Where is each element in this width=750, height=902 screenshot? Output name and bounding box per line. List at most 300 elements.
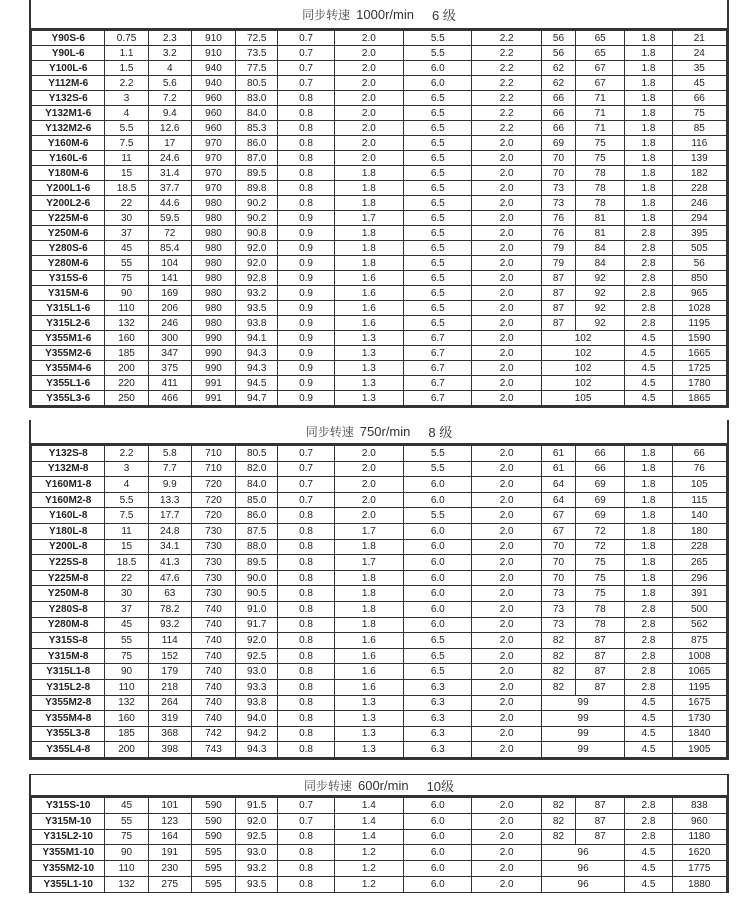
value-cell: 87 bbox=[576, 648, 625, 664]
value-cell: 2.8 bbox=[625, 286, 672, 301]
model-cell: Y112M-6 bbox=[32, 76, 105, 91]
value-cell: 76 bbox=[672, 461, 726, 477]
value-cell: 1.8 bbox=[625, 46, 672, 61]
value-cell: 75 bbox=[105, 829, 148, 845]
title-poles: 8 级 bbox=[428, 425, 453, 440]
value-cell: 940 bbox=[191, 61, 235, 76]
value-cell: 71 bbox=[576, 106, 625, 121]
value-cell: 970 bbox=[191, 181, 235, 196]
model-cell: Y132S-6 bbox=[32, 91, 105, 106]
value-cell: 99 bbox=[541, 726, 624, 742]
value-cell: 910 bbox=[191, 31, 235, 46]
value-cell: 4.5 bbox=[625, 726, 672, 742]
value-cell: 78 bbox=[576, 181, 625, 196]
value-cell: 6.5 bbox=[404, 271, 472, 286]
value-cell: 2.0 bbox=[472, 271, 541, 286]
value-cell: 2.0 bbox=[472, 539, 541, 555]
value-cell: 2.0 bbox=[472, 461, 541, 477]
value-cell: 0.8 bbox=[278, 679, 334, 695]
model-cell: Y315L1-6 bbox=[32, 301, 105, 316]
value-cell: 67 bbox=[576, 76, 625, 91]
value-cell: 6.0 bbox=[404, 829, 472, 845]
value-cell: 4 bbox=[105, 106, 148, 121]
model-cell: Y315L2-10 bbox=[32, 829, 105, 845]
value-cell: 200 bbox=[105, 361, 148, 376]
table-row bbox=[32, 361, 727, 376]
value-cell: 990 bbox=[191, 346, 235, 361]
model-cell: Y200L2-6 bbox=[32, 196, 105, 211]
value-cell: 72 bbox=[148, 226, 191, 241]
section-8-pole bbox=[29, 420, 729, 760]
value-cell: 69 bbox=[576, 492, 625, 508]
value-cell: 90.2 bbox=[236, 196, 278, 211]
value-cell: 6.0 bbox=[404, 861, 472, 877]
model-cell: Y90S-6 bbox=[32, 31, 105, 46]
model-cell: Y200L-8 bbox=[32, 539, 105, 555]
model-cell: Y180L-8 bbox=[32, 523, 105, 539]
table-row bbox=[32, 711, 727, 727]
value-cell: 246 bbox=[672, 196, 726, 211]
value-cell: 0.9 bbox=[278, 376, 334, 391]
value-cell: 75 bbox=[576, 136, 625, 151]
value-cell: 0.8 bbox=[278, 726, 334, 742]
value-cell: 86.0 bbox=[236, 136, 278, 151]
value-cell: 1.8 bbox=[334, 256, 403, 271]
value-cell: 76 bbox=[541, 226, 575, 241]
value-cell: 4.5 bbox=[625, 742, 672, 758]
value-cell: 990 bbox=[191, 331, 235, 346]
value-cell: 1725 bbox=[672, 361, 726, 376]
model-cell: Y280S-8 bbox=[32, 601, 105, 617]
value-cell: 89.5 bbox=[236, 166, 278, 181]
value-cell: 300 bbox=[148, 331, 191, 346]
value-cell: 2.0 bbox=[472, 346, 541, 361]
value-cell: 79 bbox=[541, 241, 575, 256]
value-cell: 0.9 bbox=[278, 346, 334, 361]
value-cell: 104 bbox=[148, 256, 191, 271]
value-cell: 740 bbox=[191, 679, 235, 695]
value-cell: 89.5 bbox=[236, 555, 278, 571]
value-cell: 2.0 bbox=[472, 845, 541, 861]
table-row bbox=[32, 726, 727, 742]
value-cell: 17.7 bbox=[148, 508, 191, 524]
value-cell: 2.0 bbox=[472, 861, 541, 877]
value-cell: 1.8 bbox=[625, 477, 672, 493]
value-cell: 2.0 bbox=[472, 508, 541, 524]
value-cell: 45 bbox=[105, 798, 148, 814]
value-cell: 398 bbox=[148, 742, 191, 758]
table-row bbox=[32, 555, 727, 571]
value-cell: 1.8 bbox=[625, 31, 672, 46]
value-cell: 92.0 bbox=[236, 813, 278, 829]
value-cell: 1.8 bbox=[625, 492, 672, 508]
value-cell: 2.0 bbox=[472, 679, 541, 695]
value-cell: 73 bbox=[541, 601, 575, 617]
value-cell: 87 bbox=[541, 316, 575, 331]
model-cell: Y355L3-6 bbox=[32, 391, 105, 406]
value-cell: 96 bbox=[541, 845, 624, 861]
value-cell: 740 bbox=[191, 617, 235, 633]
table-row bbox=[32, 523, 727, 539]
motor-spec-table bbox=[31, 30, 727, 406]
value-cell: 88.0 bbox=[236, 539, 278, 555]
value-cell: 2.8 bbox=[625, 601, 672, 617]
value-cell: 2.8 bbox=[625, 256, 672, 271]
value-cell: 595 bbox=[191, 876, 235, 892]
value-cell: 1.8 bbox=[334, 241, 403, 256]
title-title-zh: 同步转速 bbox=[302, 7, 351, 22]
value-cell: 0.9 bbox=[278, 391, 334, 406]
value-cell: 140 bbox=[672, 508, 726, 524]
value-cell: 70 bbox=[541, 166, 575, 181]
value-cell: 93.5 bbox=[236, 301, 278, 316]
value-cell: 87 bbox=[541, 301, 575, 316]
value-cell: 1.3 bbox=[334, 391, 403, 406]
model-cell: Y132M1-6 bbox=[32, 106, 105, 121]
value-cell: 6.5 bbox=[404, 166, 472, 181]
value-cell: 743 bbox=[191, 742, 235, 758]
value-cell: 2.2 bbox=[472, 106, 541, 121]
value-cell: 0.8 bbox=[278, 617, 334, 633]
value-cell: 31.4 bbox=[148, 166, 191, 181]
value-cell: 75 bbox=[576, 570, 625, 586]
value-cell: 980 bbox=[191, 211, 235, 226]
value-cell: 0.8 bbox=[278, 151, 334, 166]
value-cell: 0.8 bbox=[278, 664, 334, 680]
value-cell: 6.5 bbox=[404, 241, 472, 256]
value-cell: 66 bbox=[576, 446, 625, 462]
value-cell: 0.8 bbox=[278, 136, 334, 151]
value-cell: 21 bbox=[672, 31, 726, 46]
title-title-zh: 同步转速 bbox=[305, 425, 354, 439]
value-cell: 87 bbox=[576, 679, 625, 695]
value-cell: 2.0 bbox=[334, 477, 403, 493]
value-cell: 0.7 bbox=[278, 446, 334, 462]
value-cell: 5.5 bbox=[404, 46, 472, 61]
model-cell: Y355L1-6 bbox=[32, 376, 105, 391]
value-cell: 0.8 bbox=[278, 742, 334, 758]
value-cell: 6.7 bbox=[404, 391, 472, 406]
value-cell: 85 bbox=[672, 121, 726, 136]
value-cell: 6.5 bbox=[404, 648, 472, 664]
value-cell: 92 bbox=[576, 316, 625, 331]
model-cell: Y355L1-10 bbox=[32, 876, 105, 892]
value-cell: 92.5 bbox=[236, 829, 278, 845]
value-cell: 5.5 bbox=[404, 461, 472, 477]
value-cell: 2.0 bbox=[472, 586, 541, 602]
value-cell: 0.7 bbox=[278, 46, 334, 61]
table-row bbox=[32, 241, 727, 256]
value-cell: 78.2 bbox=[148, 601, 191, 617]
value-cell: 7.7 bbox=[148, 461, 191, 477]
table-row bbox=[32, 136, 727, 151]
value-cell: 67 bbox=[541, 523, 575, 539]
value-cell: 6.3 bbox=[404, 695, 472, 711]
value-cell: 65 bbox=[576, 31, 625, 46]
motor-spec-table bbox=[31, 797, 727, 893]
value-cell: 0.8 bbox=[278, 861, 334, 877]
value-cell: 56 bbox=[541, 46, 575, 61]
value-cell: 85.3 bbox=[236, 121, 278, 136]
value-cell: 5.5 bbox=[105, 121, 148, 136]
model-cell: Y225M-8 bbox=[32, 570, 105, 586]
value-cell: 1590 bbox=[672, 331, 726, 346]
table-row bbox=[32, 196, 727, 211]
value-cell: 1008 bbox=[672, 648, 726, 664]
model-cell: Y315S-6 bbox=[32, 271, 105, 286]
value-cell: 3 bbox=[105, 461, 148, 477]
model-cell: Y315M-10 bbox=[32, 813, 105, 829]
model-cell: Y200L1-6 bbox=[32, 181, 105, 196]
model-cell: Y315M-6 bbox=[32, 286, 105, 301]
value-cell: 0.8 bbox=[278, 539, 334, 555]
value-cell: 6.0 bbox=[404, 617, 472, 633]
table-row bbox=[32, 664, 727, 680]
value-cell: 0.7 bbox=[278, 477, 334, 493]
value-cell: 92 bbox=[576, 301, 625, 316]
value-cell: 2.0 bbox=[472, 226, 541, 241]
title-poles: 6 级 bbox=[431, 7, 456, 23]
value-cell: 75 bbox=[576, 555, 625, 571]
value-cell: 740 bbox=[191, 695, 235, 711]
model-cell: Y355M2-10 bbox=[32, 861, 105, 877]
title-speed: 600r/min bbox=[357, 777, 409, 793]
value-cell: 730 bbox=[191, 570, 235, 586]
value-cell: 4.5 bbox=[625, 331, 672, 346]
value-cell: 6.5 bbox=[404, 91, 472, 106]
value-cell: 595 bbox=[191, 861, 235, 877]
value-cell: 132 bbox=[105, 316, 148, 331]
value-cell: 1.3 bbox=[334, 711, 403, 727]
value-cell: 720 bbox=[191, 477, 235, 493]
value-cell: 2.2 bbox=[472, 46, 541, 61]
value-cell: 94.1 bbox=[236, 331, 278, 346]
value-cell: 2.0 bbox=[472, 316, 541, 331]
value-cell: 0.8 bbox=[278, 829, 334, 845]
value-cell: 0.7 bbox=[278, 31, 334, 46]
value-cell: 1.2 bbox=[334, 876, 403, 892]
table-row bbox=[32, 586, 727, 602]
value-cell: 0.8 bbox=[278, 523, 334, 539]
value-cell: 2.0 bbox=[334, 61, 403, 76]
value-cell: 81 bbox=[576, 226, 625, 241]
value-cell: 2.0 bbox=[334, 31, 403, 46]
value-cell: 132 bbox=[105, 695, 148, 711]
value-cell: 200 bbox=[105, 742, 148, 758]
value-cell: 101 bbox=[148, 798, 191, 814]
value-cell: 87 bbox=[576, 664, 625, 680]
value-cell: 296 bbox=[672, 570, 726, 586]
value-cell: 5.5 bbox=[404, 31, 472, 46]
model-cell: Y132M-8 bbox=[32, 461, 105, 477]
value-cell: 84.0 bbox=[236, 106, 278, 121]
value-cell: 2.0 bbox=[472, 695, 541, 711]
model-cell: Y355M4-8 bbox=[32, 711, 105, 727]
value-cell: 1.5 bbox=[105, 61, 148, 76]
value-cell: 66 bbox=[576, 461, 625, 477]
value-cell: 0.8 bbox=[278, 845, 334, 861]
value-cell: 66 bbox=[541, 106, 575, 121]
value-cell: 30 bbox=[105, 211, 148, 226]
value-cell: 2.0 bbox=[472, 151, 541, 166]
value-cell: 2.0 bbox=[472, 492, 541, 508]
value-cell: 6.0 bbox=[404, 845, 472, 861]
value-cell: 22 bbox=[105, 570, 148, 586]
value-cell: 2.0 bbox=[334, 151, 403, 166]
value-cell: 391 bbox=[672, 586, 726, 602]
table-row bbox=[32, 226, 727, 241]
value-cell: 960 bbox=[191, 91, 235, 106]
value-cell: 93.8 bbox=[236, 316, 278, 331]
value-cell: 82 bbox=[541, 813, 575, 829]
value-cell: 1.6 bbox=[334, 633, 403, 649]
value-cell: 1.6 bbox=[334, 664, 403, 680]
value-cell: 180 bbox=[672, 523, 726, 539]
value-cell: 2.0 bbox=[472, 136, 541, 151]
value-cell: 75 bbox=[105, 648, 148, 664]
value-cell: 191 bbox=[148, 845, 191, 861]
value-cell: 4.5 bbox=[625, 346, 672, 361]
value-cell: 2.2 bbox=[105, 76, 148, 91]
value-cell: 1.8 bbox=[334, 166, 403, 181]
value-cell: 1.8 bbox=[625, 121, 672, 136]
value-cell: 2.0 bbox=[472, 181, 541, 196]
value-cell: 6.0 bbox=[404, 586, 472, 602]
value-cell: 64 bbox=[541, 477, 575, 493]
value-cell: 970 bbox=[191, 136, 235, 151]
value-cell: 6.7 bbox=[404, 331, 472, 346]
model-cell: Y355M2-8 bbox=[32, 695, 105, 711]
value-cell: 0.9 bbox=[278, 226, 334, 241]
value-cell: 0.8 bbox=[278, 648, 334, 664]
value-cell: 87.0 bbox=[236, 151, 278, 166]
value-cell: 66 bbox=[672, 91, 726, 106]
value-cell: 94.2 bbox=[236, 726, 278, 742]
value-cell: 110 bbox=[105, 679, 148, 695]
value-cell: 0.8 bbox=[278, 633, 334, 649]
model-cell: Y225M-6 bbox=[32, 211, 105, 226]
value-cell: 73 bbox=[541, 617, 575, 633]
value-cell: 1.6 bbox=[334, 286, 403, 301]
title-speed: 1000r/min bbox=[356, 6, 414, 22]
value-cell: 2.8 bbox=[625, 301, 672, 316]
value-cell: 90.5 bbox=[236, 586, 278, 602]
value-cell: 230 bbox=[148, 861, 191, 877]
value-cell: 960 bbox=[191, 121, 235, 136]
value-cell: 0.9 bbox=[278, 271, 334, 286]
value-cell: 970 bbox=[191, 151, 235, 166]
value-cell: 1.6 bbox=[334, 316, 403, 331]
table-row bbox=[32, 151, 727, 166]
value-cell: 6.0 bbox=[404, 601, 472, 617]
value-cell: 82 bbox=[541, 633, 575, 649]
table-row bbox=[32, 166, 727, 181]
value-cell: 55 bbox=[105, 633, 148, 649]
value-cell: 69 bbox=[541, 136, 575, 151]
value-cell: 2.0 bbox=[472, 813, 541, 829]
value-cell: 1.7 bbox=[334, 523, 403, 539]
value-cell: 90.0 bbox=[236, 570, 278, 586]
value-cell: 991 bbox=[191, 376, 235, 391]
model-cell: Y100L-6 bbox=[32, 61, 105, 76]
model-cell: Y90L-6 bbox=[32, 46, 105, 61]
table-row bbox=[32, 570, 727, 586]
value-cell: 0.8 bbox=[278, 601, 334, 617]
value-cell: 4.5 bbox=[625, 861, 672, 877]
value-cell: 1675 bbox=[672, 695, 726, 711]
value-cell: 7.5 bbox=[105, 136, 148, 151]
value-cell: 960 bbox=[672, 813, 726, 829]
table-row bbox=[32, 211, 727, 226]
value-cell: 2.0 bbox=[472, 166, 541, 181]
value-cell: 1.8 bbox=[625, 555, 672, 571]
value-cell: 78 bbox=[576, 617, 625, 633]
value-cell: 80.5 bbox=[236, 446, 278, 462]
value-cell: 590 bbox=[191, 798, 235, 814]
table-row bbox=[32, 813, 727, 829]
value-cell: 218 bbox=[148, 679, 191, 695]
value-cell: 34.1 bbox=[148, 539, 191, 555]
value-cell: 2.8 bbox=[625, 271, 672, 286]
value-cell: 1730 bbox=[672, 711, 726, 727]
value-cell: 4 bbox=[105, 477, 148, 493]
value-cell: 73 bbox=[541, 196, 575, 211]
value-cell: 2.2 bbox=[472, 31, 541, 46]
table-row bbox=[32, 633, 727, 649]
value-cell: 79 bbox=[541, 256, 575, 271]
value-cell: 2.0 bbox=[472, 726, 541, 742]
value-cell: 2.8 bbox=[625, 829, 672, 845]
value-cell: 132 bbox=[105, 876, 148, 892]
section-title bbox=[31, 0, 727, 30]
value-cell: 94.5 bbox=[236, 376, 278, 391]
value-cell: 6.5 bbox=[404, 196, 472, 211]
value-cell: 720 bbox=[191, 492, 235, 508]
model-cell: Y315M-8 bbox=[32, 648, 105, 664]
value-cell: 2.0 bbox=[334, 46, 403, 61]
value-cell: 1.8 bbox=[334, 570, 403, 586]
value-cell: 2.8 bbox=[625, 226, 672, 241]
value-cell: 7.5 bbox=[105, 508, 148, 524]
value-cell: 2.0 bbox=[472, 555, 541, 571]
value-cell: 0.8 bbox=[278, 876, 334, 892]
value-cell: 740 bbox=[191, 633, 235, 649]
value-cell: 730 bbox=[191, 523, 235, 539]
value-cell: 160 bbox=[105, 331, 148, 346]
value-cell: 70 bbox=[541, 570, 575, 586]
value-cell: 72.5 bbox=[236, 31, 278, 46]
value-cell: 105 bbox=[672, 477, 726, 493]
table-row bbox=[32, 679, 727, 695]
value-cell: 710 bbox=[191, 446, 235, 462]
value-cell: 182 bbox=[672, 166, 726, 181]
value-cell: 87 bbox=[576, 633, 625, 649]
value-cell: 114 bbox=[148, 633, 191, 649]
value-cell: 6.3 bbox=[404, 679, 472, 695]
value-cell: 93.2 bbox=[236, 286, 278, 301]
value-cell: 87 bbox=[541, 271, 575, 286]
value-cell: 1.2 bbox=[334, 861, 403, 877]
section-title bbox=[31, 775, 727, 797]
value-cell: 13.3 bbox=[148, 492, 191, 508]
value-cell: 4.5 bbox=[625, 361, 672, 376]
value-cell: 1.8 bbox=[625, 446, 672, 462]
value-cell: 1.3 bbox=[334, 742, 403, 758]
value-cell: 2.8 bbox=[625, 664, 672, 680]
value-cell: 990 bbox=[191, 361, 235, 376]
value-cell: 71 bbox=[576, 121, 625, 136]
value-cell: 90.2 bbox=[236, 211, 278, 226]
